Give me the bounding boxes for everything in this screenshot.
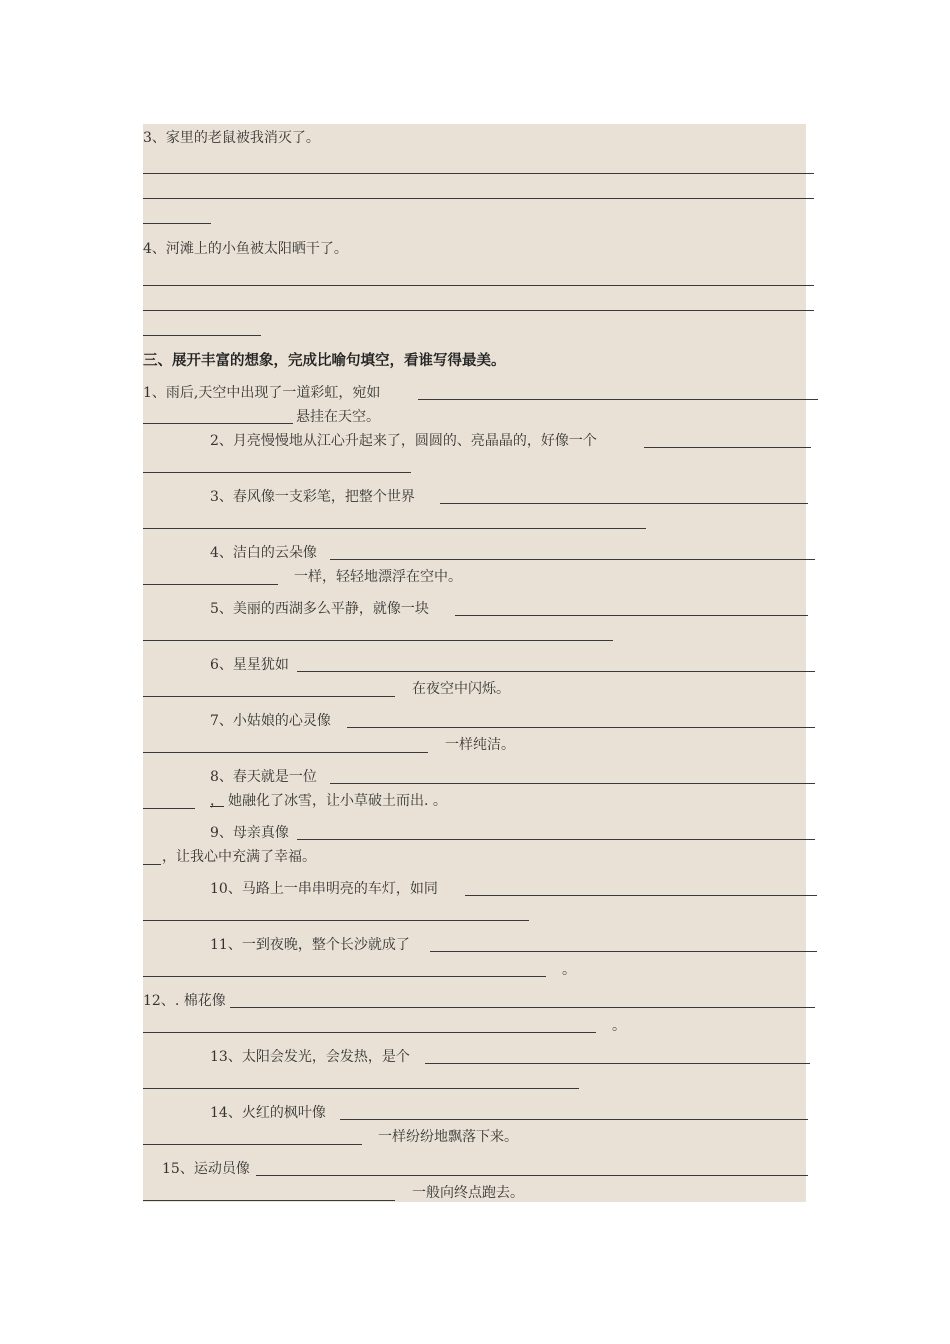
fill-blank[interactable] xyxy=(143,752,428,753)
fill-blank[interactable] xyxy=(143,1200,395,1201)
fill-blank[interactable] xyxy=(143,528,646,529)
fill-blank[interactable] xyxy=(330,783,815,784)
simile-item-13: 13、太阳会发光，会发热，是个 xyxy=(210,1049,410,1065)
fill-blank[interactable] xyxy=(143,696,395,697)
simile-suffix: 悬挂在天空。 xyxy=(296,409,380,425)
simile-item-9: 9、母亲真像 xyxy=(210,825,289,841)
fill-blank[interactable] xyxy=(347,727,815,728)
simile-suffix: 。 xyxy=(562,962,576,978)
fill-blank[interactable] xyxy=(143,472,411,473)
simile-item-6: 6、星星犹如 xyxy=(210,657,289,673)
fill-blank[interactable] xyxy=(425,1063,810,1064)
simile-suffix: 在夜空中闪烁。 xyxy=(412,681,510,697)
simile-suffix-mark: ， xyxy=(210,793,224,809)
answer-line[interactable] xyxy=(143,223,211,224)
simile-item-14: 14、火红的枫叶像 xyxy=(210,1105,326,1121)
answer-line[interactable] xyxy=(143,310,814,311)
simile-item-11: 11、一到夜晚，整个长沙就成了 xyxy=(210,937,410,953)
simile-suffix: 一样纯洁。 xyxy=(445,737,515,753)
fill-blank[interactable] xyxy=(143,976,546,977)
simile-item-2: 2、月亮慢慢地从江心升起来了，圆圆的、亮晶晶的，好像一个 xyxy=(210,433,597,449)
simile-item-8: 8、春天就是一位 xyxy=(210,769,317,785)
simile-suffix: 她融化了冰雪，让小草破土而出. 。 xyxy=(228,793,447,809)
answer-line[interactable] xyxy=(143,335,261,336)
simile-suffix: 。 xyxy=(612,1018,626,1034)
section-heading: 三、展开丰富的想象，完成比喻句填空，看谁写得最美。 xyxy=(143,353,506,369)
fill-blank[interactable] xyxy=(256,1175,808,1176)
simile-item-1: 1、雨后,天空中出现了一道彩虹，宛如 xyxy=(143,385,381,401)
fill-blank[interactable] xyxy=(440,503,808,504)
question-4: 4、河滩上的小鱼被太阳晒干了。 xyxy=(143,241,348,257)
answer-line[interactable] xyxy=(143,173,814,174)
fill-blank[interactable] xyxy=(418,399,818,400)
fill-blank[interactable] xyxy=(143,423,293,424)
question-3: 3、家里的老鼠被我消灭了。 xyxy=(143,130,320,146)
fill-blank[interactable] xyxy=(340,1119,808,1120)
fill-blank[interactable] xyxy=(230,1007,815,1008)
fill-blank[interactable] xyxy=(143,640,613,641)
simile-suffix: 一般向终点跑去。 xyxy=(412,1185,524,1201)
simile-item-10: 10、马路上一串串明亮的车灯，如同 xyxy=(210,881,438,897)
fill-blank[interactable] xyxy=(143,584,278,585)
fill-blank[interactable] xyxy=(143,920,529,921)
fill-blank[interactable] xyxy=(143,808,195,809)
simile-suffix: 一样纷纷地飘落下来。 xyxy=(378,1129,518,1145)
simile-item-4: 4、洁白的云朵像 xyxy=(210,545,317,561)
simile-item-7: 7、小姑娘的心灵像 xyxy=(210,713,331,729)
fill-blank[interactable] xyxy=(644,447,811,448)
fill-blank[interactable] xyxy=(297,671,815,672)
answer-line[interactable] xyxy=(143,198,814,199)
fill-blank[interactable] xyxy=(430,951,817,952)
simile-item-3: 3、春风像一支彩笔，把整个世界 xyxy=(210,489,415,505)
answer-line[interactable] xyxy=(143,285,814,286)
fill-blank[interactable] xyxy=(143,1144,362,1145)
simile-suffix: ，让我心中充满了幸福。 xyxy=(162,849,316,865)
fill-blank[interactable] xyxy=(465,895,817,896)
fill-blank[interactable] xyxy=(143,1088,579,1089)
fill-blank[interactable] xyxy=(330,559,815,560)
simile-item-5: 5、美丽的西湖多么平静，就像一块 xyxy=(210,601,429,617)
fill-blank[interactable] xyxy=(297,839,815,840)
simile-item-15: 15、运动员像 xyxy=(162,1161,250,1177)
fill-blank[interactable] xyxy=(143,864,161,865)
simile-item-12: 12、. 棉花像 xyxy=(143,993,226,1009)
simile-suffix: 一样，轻轻地漂浮在空中。 xyxy=(294,569,462,585)
fill-blank[interactable] xyxy=(143,1032,596,1033)
fill-blank[interactable] xyxy=(455,615,808,616)
